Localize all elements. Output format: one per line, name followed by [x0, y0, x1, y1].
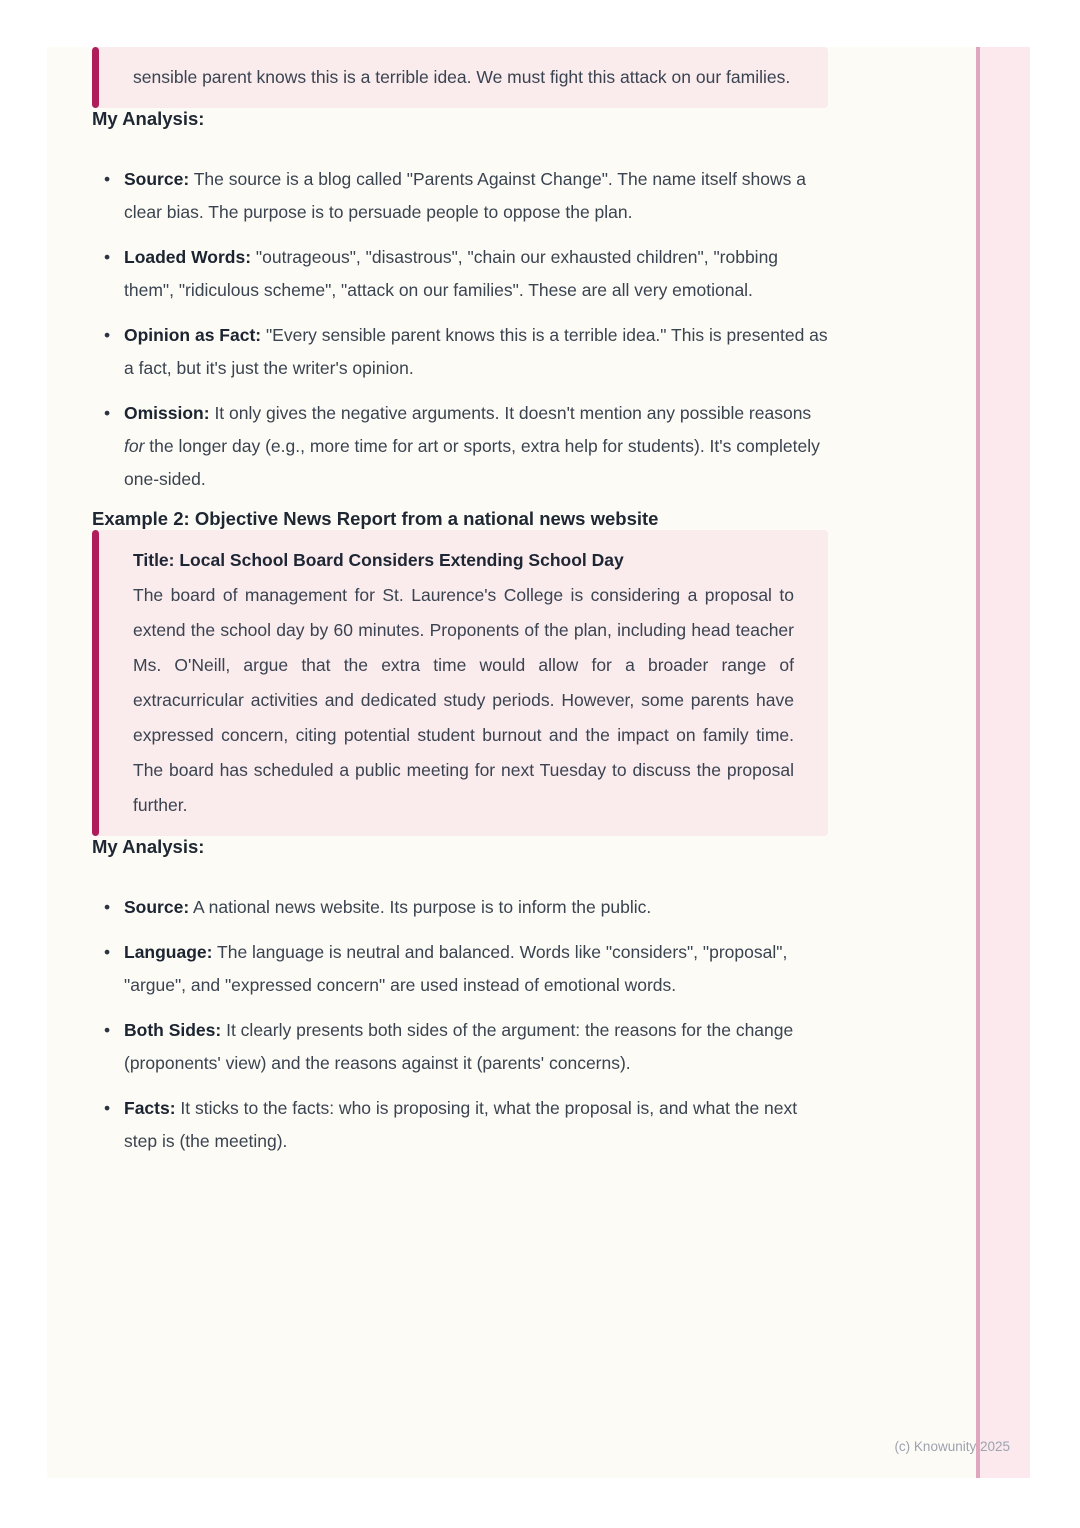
- item-text: "Every sensible parent knows this is a terrible idea." This is presented as a fact, but it's just the writer's opinion.: [124, 325, 828, 378]
- example-2-heading: Example 2: Objective News Report from a national news website: [92, 508, 659, 529]
- news-report-body: The board of management for St. Laurence's College is considering a proposal to extend the school day by 60 minutes. Proponents of the plan, including head teacher Ms. O'Neill, argue that the extra time would allow for a broader range of extracurricular activities and dedicated study periods. However, some parents have expressed concern, citing potential student burnout and the impact on family time. The board has scheduled a public meeting for next Tuesday to discuss the proposal further.: [133, 585, 794, 815]
- biased-blog-quote: [92, 47, 828, 108]
- list-item: [92, 936, 828, 1002]
- analysis-list-2: [92, 891, 828, 1158]
- item-label: Both Sides:: [124, 1020, 222, 1040]
- item-text-italic: for: [124, 436, 145, 456]
- item-label: Source:: [124, 169, 190, 189]
- item-label: Source:: [124, 897, 190, 917]
- item-text: "outrageous", "disastrous", "chain our exhausted children", "robbing them", "ridiculous scheme", "attack on our families". These are all very emotional.: [124, 247, 779, 300]
- item-text: the longer day (e.g., more time for art or sports, extra help for students). It's completely one-sided.: [124, 436, 820, 489]
- item-text: A national news website. Its purpose is to inform the public.: [189, 897, 652, 917]
- item-label: Language:: [124, 942, 213, 962]
- item-text: It clearly presents both sides of the argument: the reasons for the change (proponents' view) and the reasons against it (parents' concerns).: [124, 1020, 794, 1073]
- item-text: It sticks to the facts: who is proposing it, what the proposal is, and what the next step is (the meeting).: [124, 1098, 798, 1151]
- list-item: [92, 163, 828, 229]
- page-content: [92, 47, 828, 1170]
- item-label: Loaded Words:: [124, 247, 252, 267]
- item-label: Omission:: [124, 403, 210, 423]
- item-text: The language is neutral and balanced. Words like "considers", "proposal", "argue", and "expressed concern" are used instead of emotional words.: [124, 942, 788, 995]
- quote-continuation-text: sensible parent knows this is a terrible idea. We must fight this attack on our families.: [133, 67, 791, 87]
- list-item: [92, 1014, 828, 1080]
- item-label: Facts:: [124, 1098, 176, 1118]
- list-item: [92, 891, 828, 924]
- news-report-quote: [92, 530, 828, 836]
- list-item: [92, 241, 828, 307]
- list-item: [92, 1092, 828, 1158]
- document-page: [47, 47, 1030, 1478]
- list-item: [92, 319, 828, 385]
- item-text: The source is a blog called "Parents Against Change". The name itself shows a clear bias. The purpose is to persuade people to oppose the plan.: [124, 169, 807, 222]
- analysis-heading-2: My Analysis:: [92, 836, 205, 857]
- news-report-title: Title: Local School Board Considers Extending School Day: [133, 550, 624, 570]
- copyright-watermark: (c) Knowunity 2025: [894, 1439, 1010, 1454]
- analysis-heading-1: My Analysis:: [92, 108, 205, 129]
- item-text: It only gives the negative arguments. It doesn't mention any possible reasons: [209, 403, 812, 423]
- analysis-list-1: [92, 163, 828, 496]
- list-item: [92, 397, 828, 496]
- item-label: Opinion as Fact:: [124, 325, 262, 345]
- page-edge-stripe: [976, 47, 1030, 1478]
